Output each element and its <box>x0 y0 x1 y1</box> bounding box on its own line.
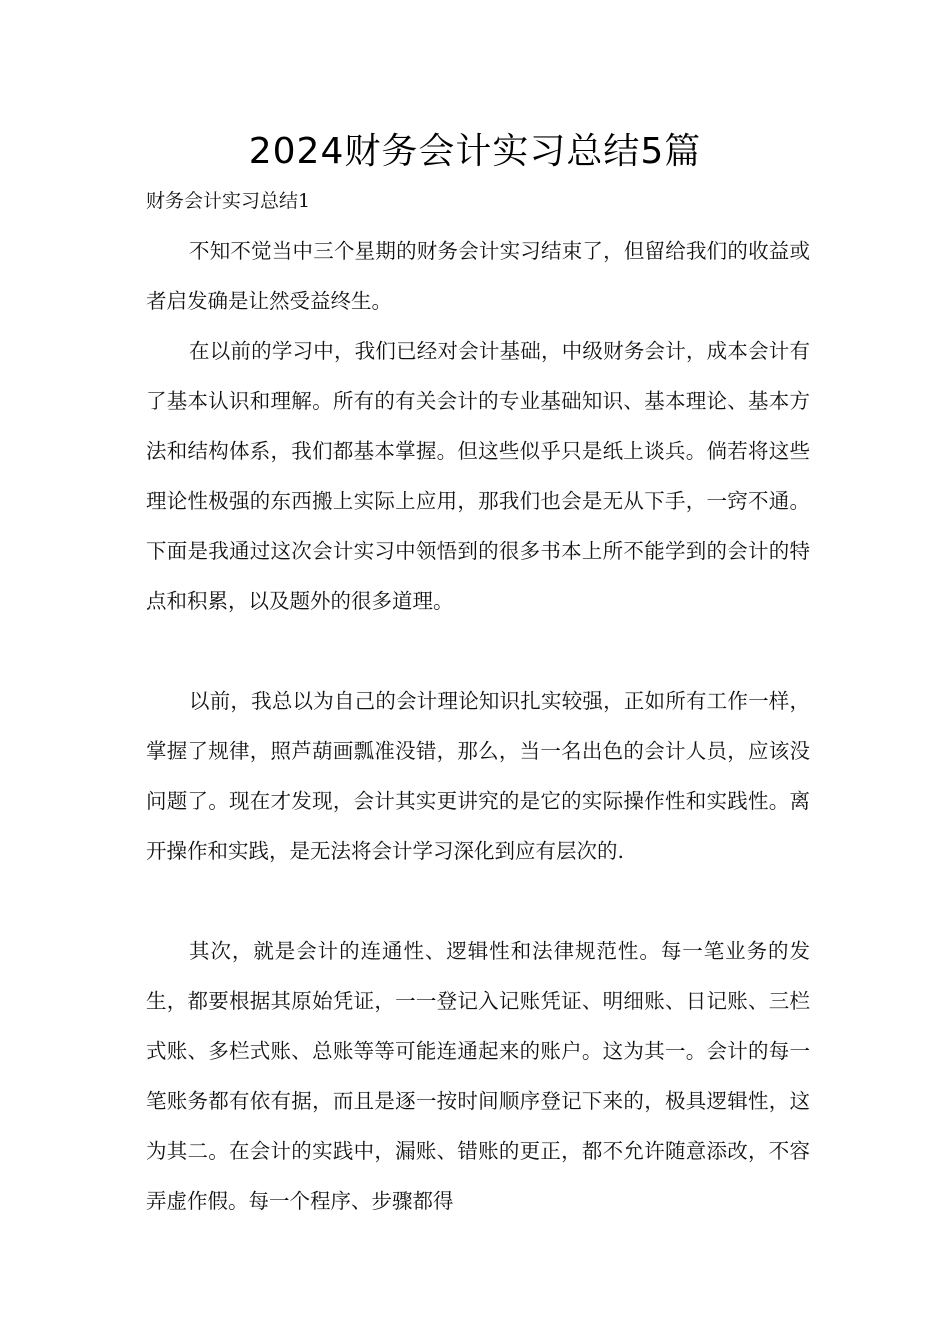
paragraph-3: 以前，我总以为自己的会计理论知识扎实较强，正如所有工作一样，掌握了规律，照芦葫画瓢准没错，那么，当一名出色的会计人员，应该没问题了。现在才发现，会计其实更讲究的是它的实际操作性和实践性。离开操作和实践，是无法将会计学习深化到应有层次的. <box>146 689 810 863</box>
paragraph-4: 其次，就是会计的连通性、逻辑性和法律规范性。每一笔业务的发生，都要根据其原始凭证，一一登记入记账凭证、明细账、日记账、三栏式账、多栏式账、总账等等可能连通起来的账户。这为其一。会计的每一笔账务都有依有据，而且是逐一按时间顺序登记下来的，极具逻辑性，这为其二。在会计的实践中，漏账、错账的更正，都不允许随意添改，不容弄虚作假。每一个程序、步骤都得 <box>146 939 810 1213</box>
section-heading: 财务会计实习总结1 <box>146 190 311 212</box>
paragraph-1: 不知不觉当中三个星期的财务会计实习结束了，但留给我们的收益或者启发确是让然受益终生。 <box>146 239 810 313</box>
document-title: 2024财务会计实习总结5篇 <box>248 131 702 172</box>
paragraph-2: 在以前的学习中，我们已经对会计基础，中级财务会计，成本会计有了基本认识和理解。所有的有关会计的专业基础知识、基本理论、基本方法和结构体系，我们都基本掌握。但这些似乎只是纸上谈兵。倘若将这些理论性极强的东西搬上实际上应用，那我们也会是无从下手，一窍不通。下面是我通过这次会计实习中领悟到的很多书本上所不能学到的会计的特点和积累，以及题外的很多道理。 <box>146 339 810 613</box>
